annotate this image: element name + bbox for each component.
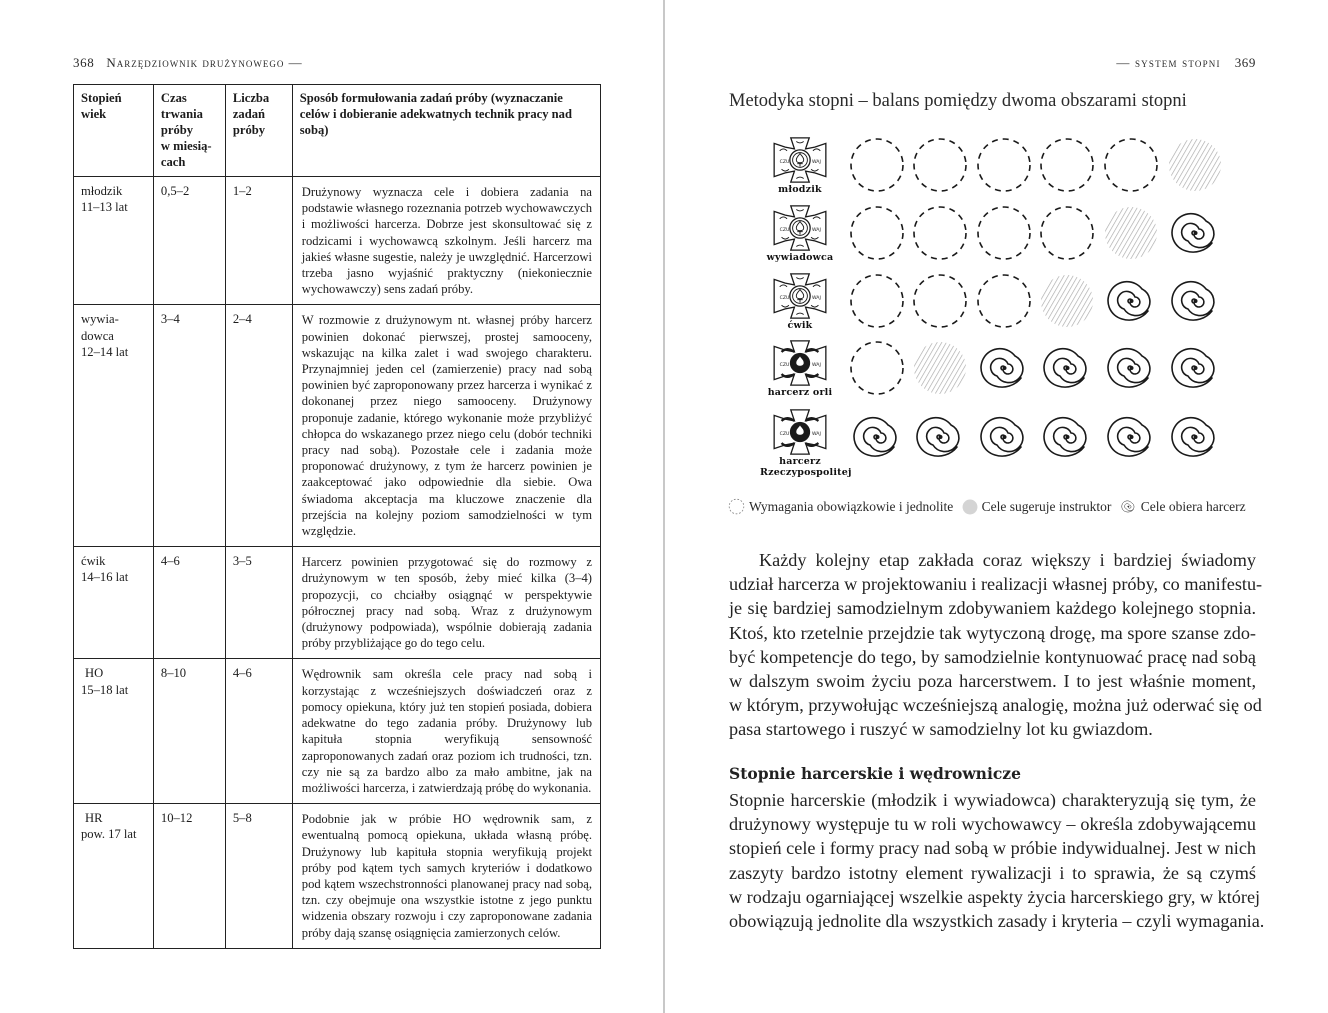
dashed-circle-icon	[975, 272, 1033, 330]
cell-czas: 4–6	[153, 547, 225, 659]
cell-stopien: HR pow. 17 lat	[74, 804, 154, 949]
dashed-circle-icon	[911, 136, 969, 194]
legend-item-scout: Cele obiera harcerz	[1120, 498, 1246, 515]
cell-stopien: młodzik 11–13 lat	[74, 177, 154, 305]
running-head-title-right: — system stopni	[1116, 55, 1221, 70]
badge-harcerz-rzeczypospolitej: harcerz Rzeczypospolitej	[760, 408, 840, 474]
cell-opis: Harcerz powinien przygotować się do rozmowy z drużynowym w ten sposób, żeby mieć kilka (3–4) propozycji, co chciałby osiągnąć w perspektywie półrocznej pracy nad sobą. Wraz z drużynowym (drużynowy podpowiada), wspólnie dobierają zadania próby przybliżające go do tego celu.	[292, 547, 600, 659]
spiral-circle-icon	[911, 408, 969, 466]
badge-wywiadowca: wywiadowca	[760, 204, 840, 270]
section-subheading: Stopnie harcerskie i wędrownicze	[729, 764, 1021, 783]
table-row	[74, 659, 601, 804]
scout-cross-badge-icon	[772, 204, 828, 252]
spiral-circle-icon	[1038, 339, 1096, 397]
cell-liczba: 2–4	[225, 305, 292, 547]
page-number-left: 368	[73, 55, 95, 70]
spiral-circle-icon	[1166, 272, 1224, 330]
cell-czas: 8–10	[153, 659, 225, 804]
header-stopien: Stopień wiek	[74, 85, 154, 177]
dashed-circle-icon	[975, 204, 1033, 262]
spiral-circle-icon	[1102, 272, 1160, 330]
diagram-row-cwik	[760, 272, 1230, 338]
header-liczba: Liczba zadań próby	[225, 85, 292, 177]
hatched-circle-icon	[962, 499, 978, 515]
header-sposob: Sposób formułowania zadań próby (wyznaczanie celów i dobieranie adekwatnych technik pracy nad sobą)	[292, 85, 600, 177]
cell-czas: 10–12	[153, 804, 225, 949]
hatched-circle-icon	[911, 339, 969, 397]
spiral-circle-icon	[975, 339, 1033, 397]
dashed-circle-icon	[1038, 136, 1096, 194]
paragraph-1: Każdy kolejny etap zakłada coraz większy i bardziej świadomy udział harcerza w projektowaniu i realizacji własnej próby, co manifestu- je się bardziej samodzielnym zdobywaniem każdego kolejnego stopnia. Ktoś, kto rzetelnie przejdzie tak wytyczoną drogę, ma spore szanse zdo- być kompetencje do tego, by samodzielnie kontynuować pracę nad sobą w dalszym swoim życiu poza harcerstwem. I to jest właśnie moment, w którym, przywołując wcześniejszą analogię, można już oderwać się od pasa startowego i ruszyć w samodzielny lot ku gwiazdom.	[729, 550, 1263, 740]
figure-title: Metodyka stopni – balans pomiędzy dwoma obszarami stopni	[729, 91, 1187, 111]
scout-cross-badge-icon	[772, 136, 828, 184]
book-gutter	[663, 0, 665, 1013]
dashed-circle-icon	[848, 272, 906, 330]
spiral-circle-icon	[1120, 498, 1137, 515]
figure-legend	[728, 498, 1251, 515]
table-row	[74, 547, 601, 659]
legend-item-instructor: Cele sugeruje instruktor	[962, 499, 1112, 515]
table-header-row	[74, 85, 601, 177]
running-head-left	[73, 55, 303, 71]
badge-harcerz-orli: harcerz orli	[760, 339, 840, 405]
spiral-circle-icon	[1102, 339, 1160, 397]
dashed-circle-icon	[848, 136, 906, 194]
spiral-circle-icon	[1166, 339, 1224, 397]
legend-item-required: Wymagania obowiązkowie i jednolite	[728, 498, 953, 515]
hatched-circle-icon	[1038, 272, 1096, 330]
dashed-circle-icon	[728, 498, 745, 515]
cell-liczba: 1–2	[225, 177, 292, 305]
diagram-row-mlodzik	[760, 136, 1230, 202]
cell-czas: 3–4	[153, 305, 225, 547]
running-head-right	[1116, 55, 1256, 71]
spiral-circle-icon	[1102, 408, 1160, 466]
cell-stopien: wywia- dowca 12–14 lat	[74, 305, 154, 547]
paragraph-2: Stopnie harcerskie (młodzik i wywiadowca) charakteryzują się tym, że drużynowy występuje tu w roli wychowawcy – określa zdobywającemu stopień cele i formy pracy nad sobą w próbie indywidualnej. Jest w nich zaszyty bardzo istotny element rywalizacji i to sprawia, że są czymś w rodzaju ogarniającej wszelkie aspekty życia harcerskiego gry, w której obowiązują jednolite dla wszystkich zasady i kryteria – czyli wymagania.	[729, 790, 1265, 932]
scout-cross-badge-icon	[772, 408, 828, 456]
cell-opis: Wędrownik sam określa cele pracy nad sobą i korzystając z wcześniejszych doświadczeń oraz z pomocy opiekuna, który już ten stopień posiada, dobiera adekwatne do tego zadania próby. Drużynowy lub kapituła stopnia weryfikują sensowność zaproponowanych zadań oraz poziom ich trudności, tzn. czy nie są za bardzo albo za mało ambitne, jak na możliwości harcerza, i zatwierdzają próbę do wykonania.	[292, 659, 600, 804]
cell-opis: Drużynowy wyznacza cele i dobiera zadania na podstawie własnego rozeznania potrzeb wychowawczych i możliwości harcerza. Dobrze jest skonsultować się z rodzicami i wychowawcą szkolnym. Jeśli harcerz ma jakieś własne sugestie, należy je uwzględnić. Harcerzowi trzeba jasno wyjaśnić praktyczny (niekoniecznie wychowawczy) sens zadań próby.	[292, 177, 600, 305]
table-row	[74, 177, 601, 305]
spiral-circle-icon	[848, 408, 906, 466]
dashed-circle-icon	[848, 339, 906, 397]
page-number-right: 369	[1234, 55, 1256, 70]
hatched-circle-icon	[1102, 204, 1160, 262]
diagram-row-harcerz-rzeczypospolitej	[760, 408, 1230, 478]
diagram-row-harcerz-orli	[760, 339, 1230, 405]
cell-liczba: 3–5	[225, 547, 292, 659]
degrees-diagram	[760, 136, 1230, 486]
cell-liczba: 5–8	[225, 804, 292, 949]
dashed-circle-icon	[1038, 204, 1096, 262]
spiral-circle-icon	[975, 408, 1033, 466]
dashed-circle-icon	[1102, 136, 1160, 194]
scout-cross-badge-icon	[772, 272, 828, 320]
dashed-circle-icon	[848, 204, 906, 262]
cell-opis: W rozmowie z drużynowym nt. własnej próby harcerz powinien dokonać pierwszej, prostej samooceny, wskazując na kilka zalet i wad swojego charakteru. Przynajmniej jeden cel (zamierzenie) pracy nad sobą powinien być zaproponowany przez harcerza i wynikać z dokonanej przez niego samooceny. Drużynowy proponuje zadanie, którego wykonanie może przybliżyć chłopca do wskazanego przez niego celu (dobór techniki pracy nad sobą). Pozostałe cele i zadania może proponować drużynowy, z tym że harcerz powinien je zaakceptować jako odpowiednie dla siebie. Owa świadoma akceptacja ma kluczowe znaczenie dla przejścia na kolejny poziom samodzielności w tym względzie.	[292, 305, 600, 547]
cell-stopien: ćwik 14–16 lat	[74, 547, 154, 659]
diagram-row-wywiadowca	[760, 204, 1230, 270]
dashed-circle-icon	[911, 272, 969, 330]
dashed-circle-icon	[911, 204, 969, 262]
running-head-title-left: Narzędziownik drużynowego —	[106, 55, 303, 70]
table-row	[74, 305, 601, 547]
dashed-circle-icon	[975, 136, 1033, 194]
spiral-circle-icon	[1038, 408, 1096, 466]
spiral-circle-icon	[1166, 204, 1224, 262]
cell-opis: Podobnie jak w próbie HO wędrownik sam, z ewentualną pomocą opiekuna, układa własną próbę. Drużynowy lub kapituła stopnia weryfikują projekt próby pod kątem tych samych kryteriów i dodatkowo pod kątem wszechstronności planowanej pracy nad sobą, tzn. czy obejmuje ona wszystkie istotne z jego punktu widzenia obszary rozwoju i czy zaproponowane zadania próby dają szansę osiągnięcia zamierzonych celów.	[292, 804, 600, 949]
table-row	[74, 804, 601, 949]
spiral-circle-icon	[1166, 408, 1224, 466]
header-czas: Czas trwania próby w miesią- cach	[153, 85, 225, 177]
badge-cwik: ćwik	[760, 272, 840, 338]
badge-mlodzik: młodzik	[760, 136, 840, 202]
hatched-circle-icon	[1166, 136, 1224, 194]
cell-stopien: HO 15–18 lat	[74, 659, 154, 804]
degrees-table	[73, 84, 601, 949]
cell-liczba: 4–6	[225, 659, 292, 804]
cell-czas: 0,5–2	[153, 177, 225, 305]
scout-cross-badge-icon	[772, 339, 828, 387]
